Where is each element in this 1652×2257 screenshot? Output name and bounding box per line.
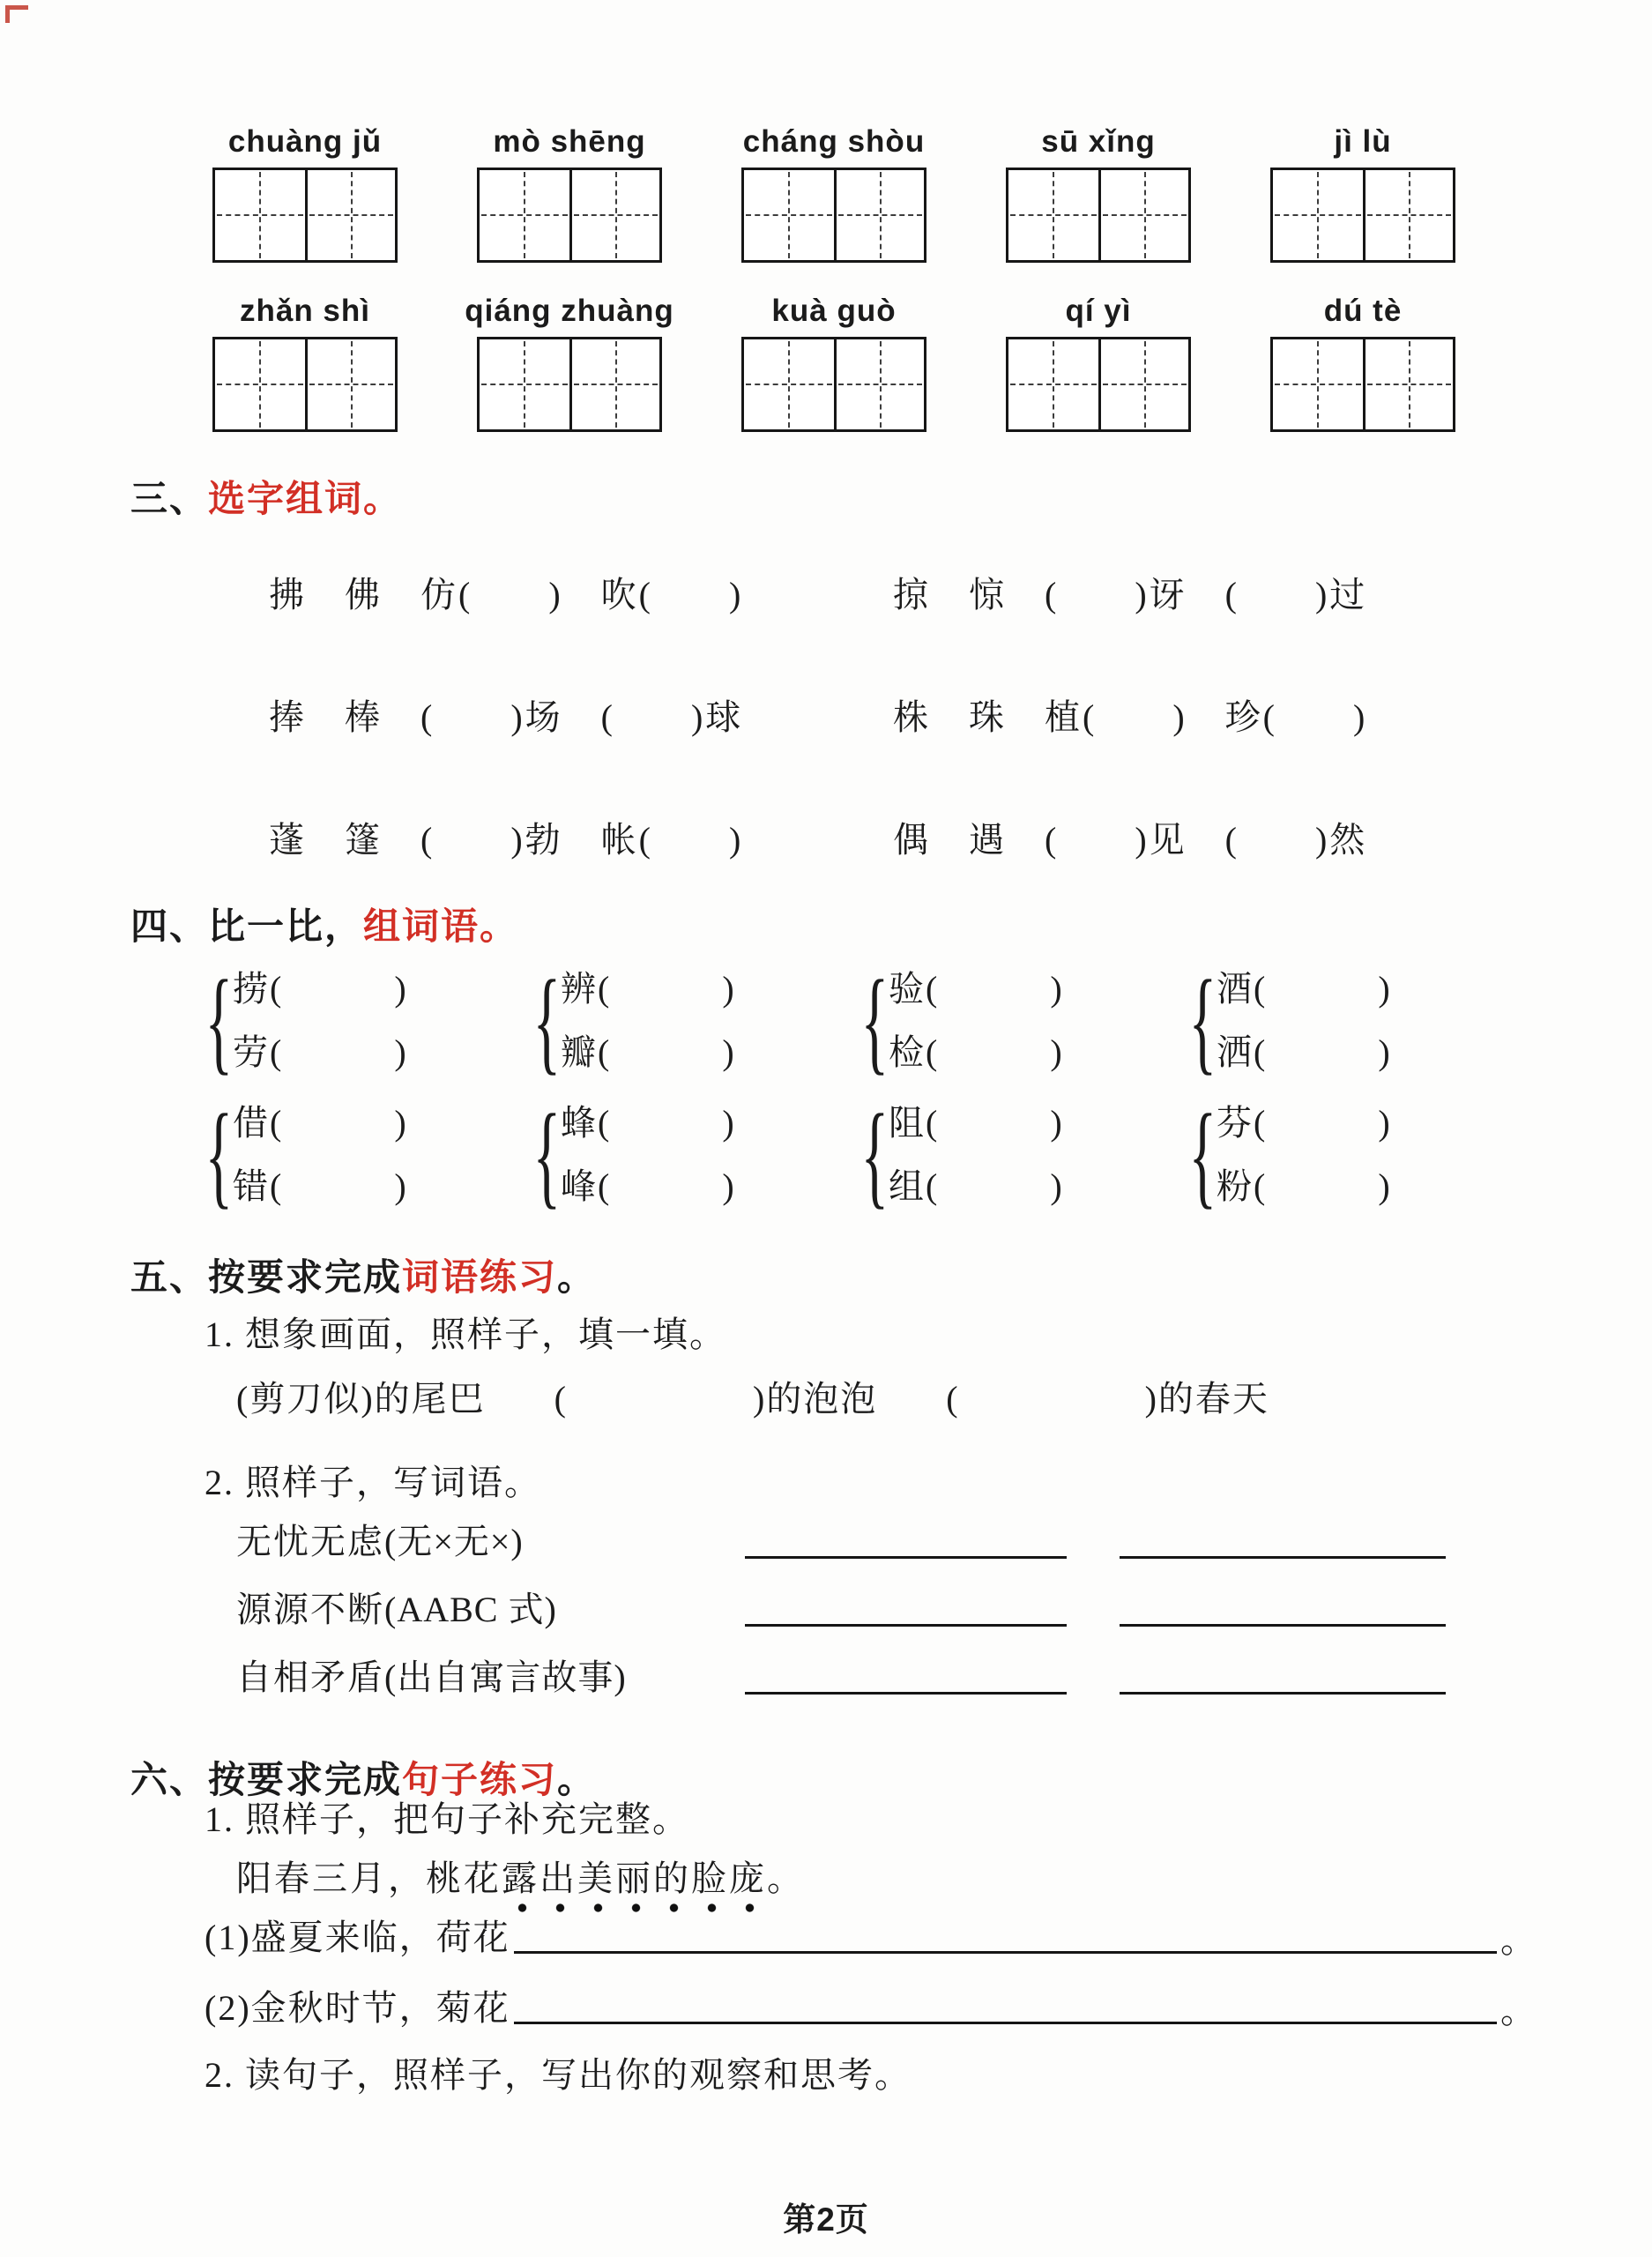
pinyin-label: qí yì <box>1065 294 1132 328</box>
writing-grid <box>1006 337 1191 432</box>
compare-row <box>196 956 1507 1085</box>
answer-line[interactable] <box>514 2022 1497 2024</box>
writing-grid-cell[interactable] <box>1363 170 1453 260</box>
writing-grid-cell[interactable] <box>305 170 395 260</box>
pinyin-row-2 <box>212 293 1455 432</box>
pinyin-group <box>1006 293 1191 432</box>
answer-blank[interactable]: ( ) <box>926 1103 1064 1143</box>
answer-blank[interactable]: ( ) <box>1254 1103 1392 1143</box>
pinyin-row-1 <box>212 123 1455 263</box>
pinyin-group <box>1270 123 1455 263</box>
writing-grid-cell[interactable] <box>1273 339 1363 429</box>
word-pattern-note: (无×无×) <box>384 1522 524 1561</box>
pinyin-label: cháng shòu <box>742 124 926 159</box>
writing-grid-cell[interactable] <box>1098 170 1188 260</box>
pinyin-label: jì lù <box>1334 124 1392 159</box>
sentence-end-period: 。 <box>1500 1991 1537 2030</box>
writing-grid <box>212 337 398 432</box>
answer-blank[interactable]: ( ) <box>1254 1032 1392 1072</box>
word-pattern-row <box>236 1520 1446 1564</box>
word-pattern-row <box>236 1588 1446 1632</box>
writing-grid-cell[interactable] <box>1008 170 1098 260</box>
pinyin-label: mò shēng <box>493 124 646 159</box>
writing-grid-cell[interactable] <box>1098 339 1188 429</box>
sentence-prompt: (2)金秋时节，菊花 <box>205 1988 510 2028</box>
compare-pair <box>1179 1090 1507 1219</box>
sentence-completion-row <box>205 1915 1537 1961</box>
section5-title-period: 。 <box>557 1256 597 1298</box>
pinyin-label: zhǎn shì <box>239 294 371 328</box>
section3-title: 选字组词。 <box>208 478 403 519</box>
example-prefix: 阳春三月，桃花 <box>236 1858 502 1898</box>
choose-word-right: 偶 遇 ( )见 ( )然 <box>893 820 1368 860</box>
pinyin-group <box>465 293 674 432</box>
answer-line[interactable] <box>1120 1692 1446 1695</box>
section4-title-black: 比一比， <box>208 905 364 947</box>
choose-word-left: 蓬 篷 ( )勃 帐( ) <box>269 820 744 860</box>
compare-line: 借( ) <box>233 1103 408 1143</box>
section6-title-red: 句子练习 <box>402 1759 558 1800</box>
writing-grid <box>1006 168 1191 263</box>
brace-glyph: { <box>205 1090 234 1219</box>
writing-grid <box>1270 337 1455 432</box>
pinyin-label: qiáng zhuàng <box>465 294 674 328</box>
sentence-prompt: (1)盛夏来临，荷花 <box>205 1918 510 1957</box>
answer-blank[interactable]: ( ) <box>598 1166 736 1206</box>
compare-pair <box>196 956 524 1085</box>
sentence-completion-row <box>205 1985 1537 2031</box>
answer-line[interactable] <box>745 1556 1067 1559</box>
pinyin-group <box>1006 123 1191 263</box>
writing-grid <box>741 337 926 432</box>
section5-item1-example-row <box>236 1377 1269 1421</box>
writing-grid-cell[interactable] <box>305 339 395 429</box>
compare-line: 粉( ) <box>1217 1166 1392 1206</box>
section4-number: 四、 <box>130 905 209 947</box>
choose-word-row <box>269 575 1529 615</box>
writing-grid-cell[interactable] <box>834 339 924 429</box>
compare-line: 劳( ) <box>233 1032 408 1072</box>
sentence-end-period: 。 <box>1500 1920 1537 1960</box>
writing-grid-cell[interactable] <box>834 170 924 260</box>
section5-heading <box>130 1248 596 1301</box>
brace-glyph: { <box>205 956 234 1085</box>
choose-word-row <box>269 697 1529 738</box>
choose-word-row <box>269 820 1529 860</box>
compare-line: 验( ) <box>889 969 1064 1009</box>
compare-line: 芬( ) <box>1217 1103 1392 1143</box>
answer-blank[interactable]: ( ) <box>598 969 736 1009</box>
section4-title-red: 组词语。 <box>363 905 519 947</box>
example-emphasized-text: 露出美丽的脸庞 <box>502 1858 767 1914</box>
answer-blank[interactable]: ( ) <box>926 969 1064 1009</box>
word-pattern-label: 无忧无虑(无×无×) <box>236 1522 524 1561</box>
answer-line[interactable] <box>1120 1556 1446 1559</box>
example-phrase: (剪刀似)的尾巴 <box>236 1379 486 1419</box>
choose-word-right: 株 珠 植( ) 珍( ) <box>893 697 1368 737</box>
pinyin-label: kuà guò <box>771 294 897 328</box>
section6-item2-label: 2. 读句子，照样子，写出你的观察和思考。 <box>205 2055 912 2095</box>
compare-pair <box>196 1090 524 1219</box>
section5-number: 五、 <box>130 1256 209 1298</box>
brace-glyph: { <box>860 1090 889 1219</box>
compare-pair <box>1179 956 1507 1085</box>
brace-glyph: { <box>532 956 562 1085</box>
compare-line: 峰( ) <box>561 1166 736 1206</box>
word-pattern-note: (出自寓言故事) <box>384 1657 627 1697</box>
fill-blank-phrase[interactable]: ( )的泡泡 <box>554 1379 878 1419</box>
answer-blank[interactable]: ( ) <box>926 1166 1064 1206</box>
section4-heading <box>130 898 518 950</box>
compare-pair <box>524 1090 852 1219</box>
pinyin-group <box>477 123 662 263</box>
word-pattern-note: (AABC 式) <box>384 1590 557 1629</box>
answer-blank[interactable]: ( ) <box>1254 969 1392 1009</box>
writing-grid-cell[interactable] <box>480 170 569 260</box>
writing-grid <box>212 168 398 263</box>
compare-line: 检( ) <box>889 1032 1064 1072</box>
choose-word-right: 掠 惊 ( )讶 ( )过 <box>893 575 1368 615</box>
writing-grid-cell[interactable] <box>1008 339 1098 429</box>
writing-grid-cell[interactable] <box>1363 339 1453 429</box>
brace-glyph: { <box>1188 1090 1217 1219</box>
compare-line: 洒( ) <box>1217 1032 1392 1072</box>
pinyin-label: dú tè <box>1323 294 1403 328</box>
answer-blank[interactable]: ( ) <box>270 1166 408 1206</box>
writing-grid <box>1270 168 1455 263</box>
section5-item2-label: 2. 照样子，写词语。 <box>205 1463 541 1502</box>
writing-grid-cell[interactable] <box>569 339 659 429</box>
section3-number: 三、 <box>130 478 209 519</box>
writing-grid-cell[interactable] <box>744 339 834 429</box>
answer-blank[interactable]: ( ) <box>270 969 408 1009</box>
section5-item1-label: 1. 想象画面，照样子，填一填。 <box>205 1315 726 1354</box>
writing-grid-cell[interactable] <box>1273 170 1363 260</box>
compare-row <box>196 1090 1507 1219</box>
section4-body <box>196 956 1507 1219</box>
writing-grid-cell[interactable] <box>215 339 305 429</box>
section6-number: 六、 <box>130 1759 209 1800</box>
word-pattern-label: 源源不断(AABC 式) <box>236 1590 557 1629</box>
pinyin-label: chuàng jǔ <box>227 124 383 159</box>
section5-item2-rows <box>236 1520 1446 1724</box>
compare-line: 辨( ) <box>561 969 736 1009</box>
pinyin-group <box>212 123 398 263</box>
compare-pair <box>852 956 1179 1085</box>
brace-glyph: { <box>532 1090 562 1219</box>
pinyin-label: sū xǐng <box>1041 124 1156 159</box>
compare-pair <box>852 1090 1179 1219</box>
pinyin-group <box>212 293 398 432</box>
answer-blank[interactable]: ( ) <box>270 1103 408 1143</box>
compare-line: 捞( ) <box>233 969 408 1009</box>
fill-blank-phrase[interactable]: ( )的春天 <box>946 1379 1269 1419</box>
answer-blank[interactable]: ( ) <box>1254 1166 1392 1206</box>
section6-title-period: 。 <box>557 1759 597 1800</box>
writing-grid <box>477 337 662 432</box>
answer-line[interactable] <box>514 1951 1497 1954</box>
section3-heading <box>130 470 402 523</box>
scan-corner-mark <box>5 5 28 23</box>
writing-grid <box>741 168 926 263</box>
section6-title-black: 按要求完成 <box>208 1759 403 1800</box>
section6-heading <box>130 1751 596 1804</box>
page-number: 第2页 <box>783 2201 869 2238</box>
answer-blank[interactable]: ( ) <box>598 1103 736 1143</box>
compare-line: 瓣( ) <box>561 1032 736 1072</box>
answer-line[interactable] <box>1120 1624 1446 1627</box>
section6-example-sentence <box>236 1857 805 1901</box>
answer-line[interactable] <box>745 1624 1067 1627</box>
pinyin-group <box>741 123 926 263</box>
compare-line: 组( ) <box>889 1166 1064 1206</box>
compare-line: 蜂( ) <box>561 1103 736 1143</box>
pinyin-group <box>741 293 926 432</box>
word-pattern-row <box>236 1656 1446 1700</box>
brace-glyph: { <box>1188 956 1217 1085</box>
compare-line: 阻( ) <box>889 1103 1064 1143</box>
answer-blank[interactable]: ( ) <box>926 1032 1064 1072</box>
writing-grid <box>477 168 662 263</box>
writing-grid-cell[interactable] <box>569 170 659 260</box>
compare-line: 错( ) <box>233 1166 408 1206</box>
compare-pair <box>524 956 852 1085</box>
section6-item1-label: 1. 照样子，把句子补充完整。 <box>205 1799 689 1839</box>
example-period: 。 <box>767 1858 805 1898</box>
choose-word-left: 捧 棒 ( )场 ( )球 <box>269 697 744 737</box>
section3-body <box>269 575 1529 942</box>
writing-grid-cell[interactable] <box>480 339 569 429</box>
writing-grid-cell[interactable] <box>215 170 305 260</box>
answer-line[interactable] <box>745 1692 1067 1695</box>
writing-grid-cell[interactable] <box>744 170 834 260</box>
answer-blank[interactable]: ( ) <box>270 1032 408 1072</box>
section5-title-red: 词语练习 <box>402 1256 558 1298</box>
answer-blank[interactable]: ( ) <box>598 1032 736 1072</box>
section5-title-black: 按要求完成 <box>208 1256 403 1298</box>
word-pattern-label: 自相矛盾(出自寓言故事) <box>236 1657 627 1697</box>
pinyin-group <box>1270 293 1455 432</box>
brace-glyph: { <box>860 956 889 1085</box>
choose-word-left: 拂 佛 仿( ) 吹( ) <box>269 575 744 615</box>
compare-line: 酒( ) <box>1217 969 1392 1009</box>
